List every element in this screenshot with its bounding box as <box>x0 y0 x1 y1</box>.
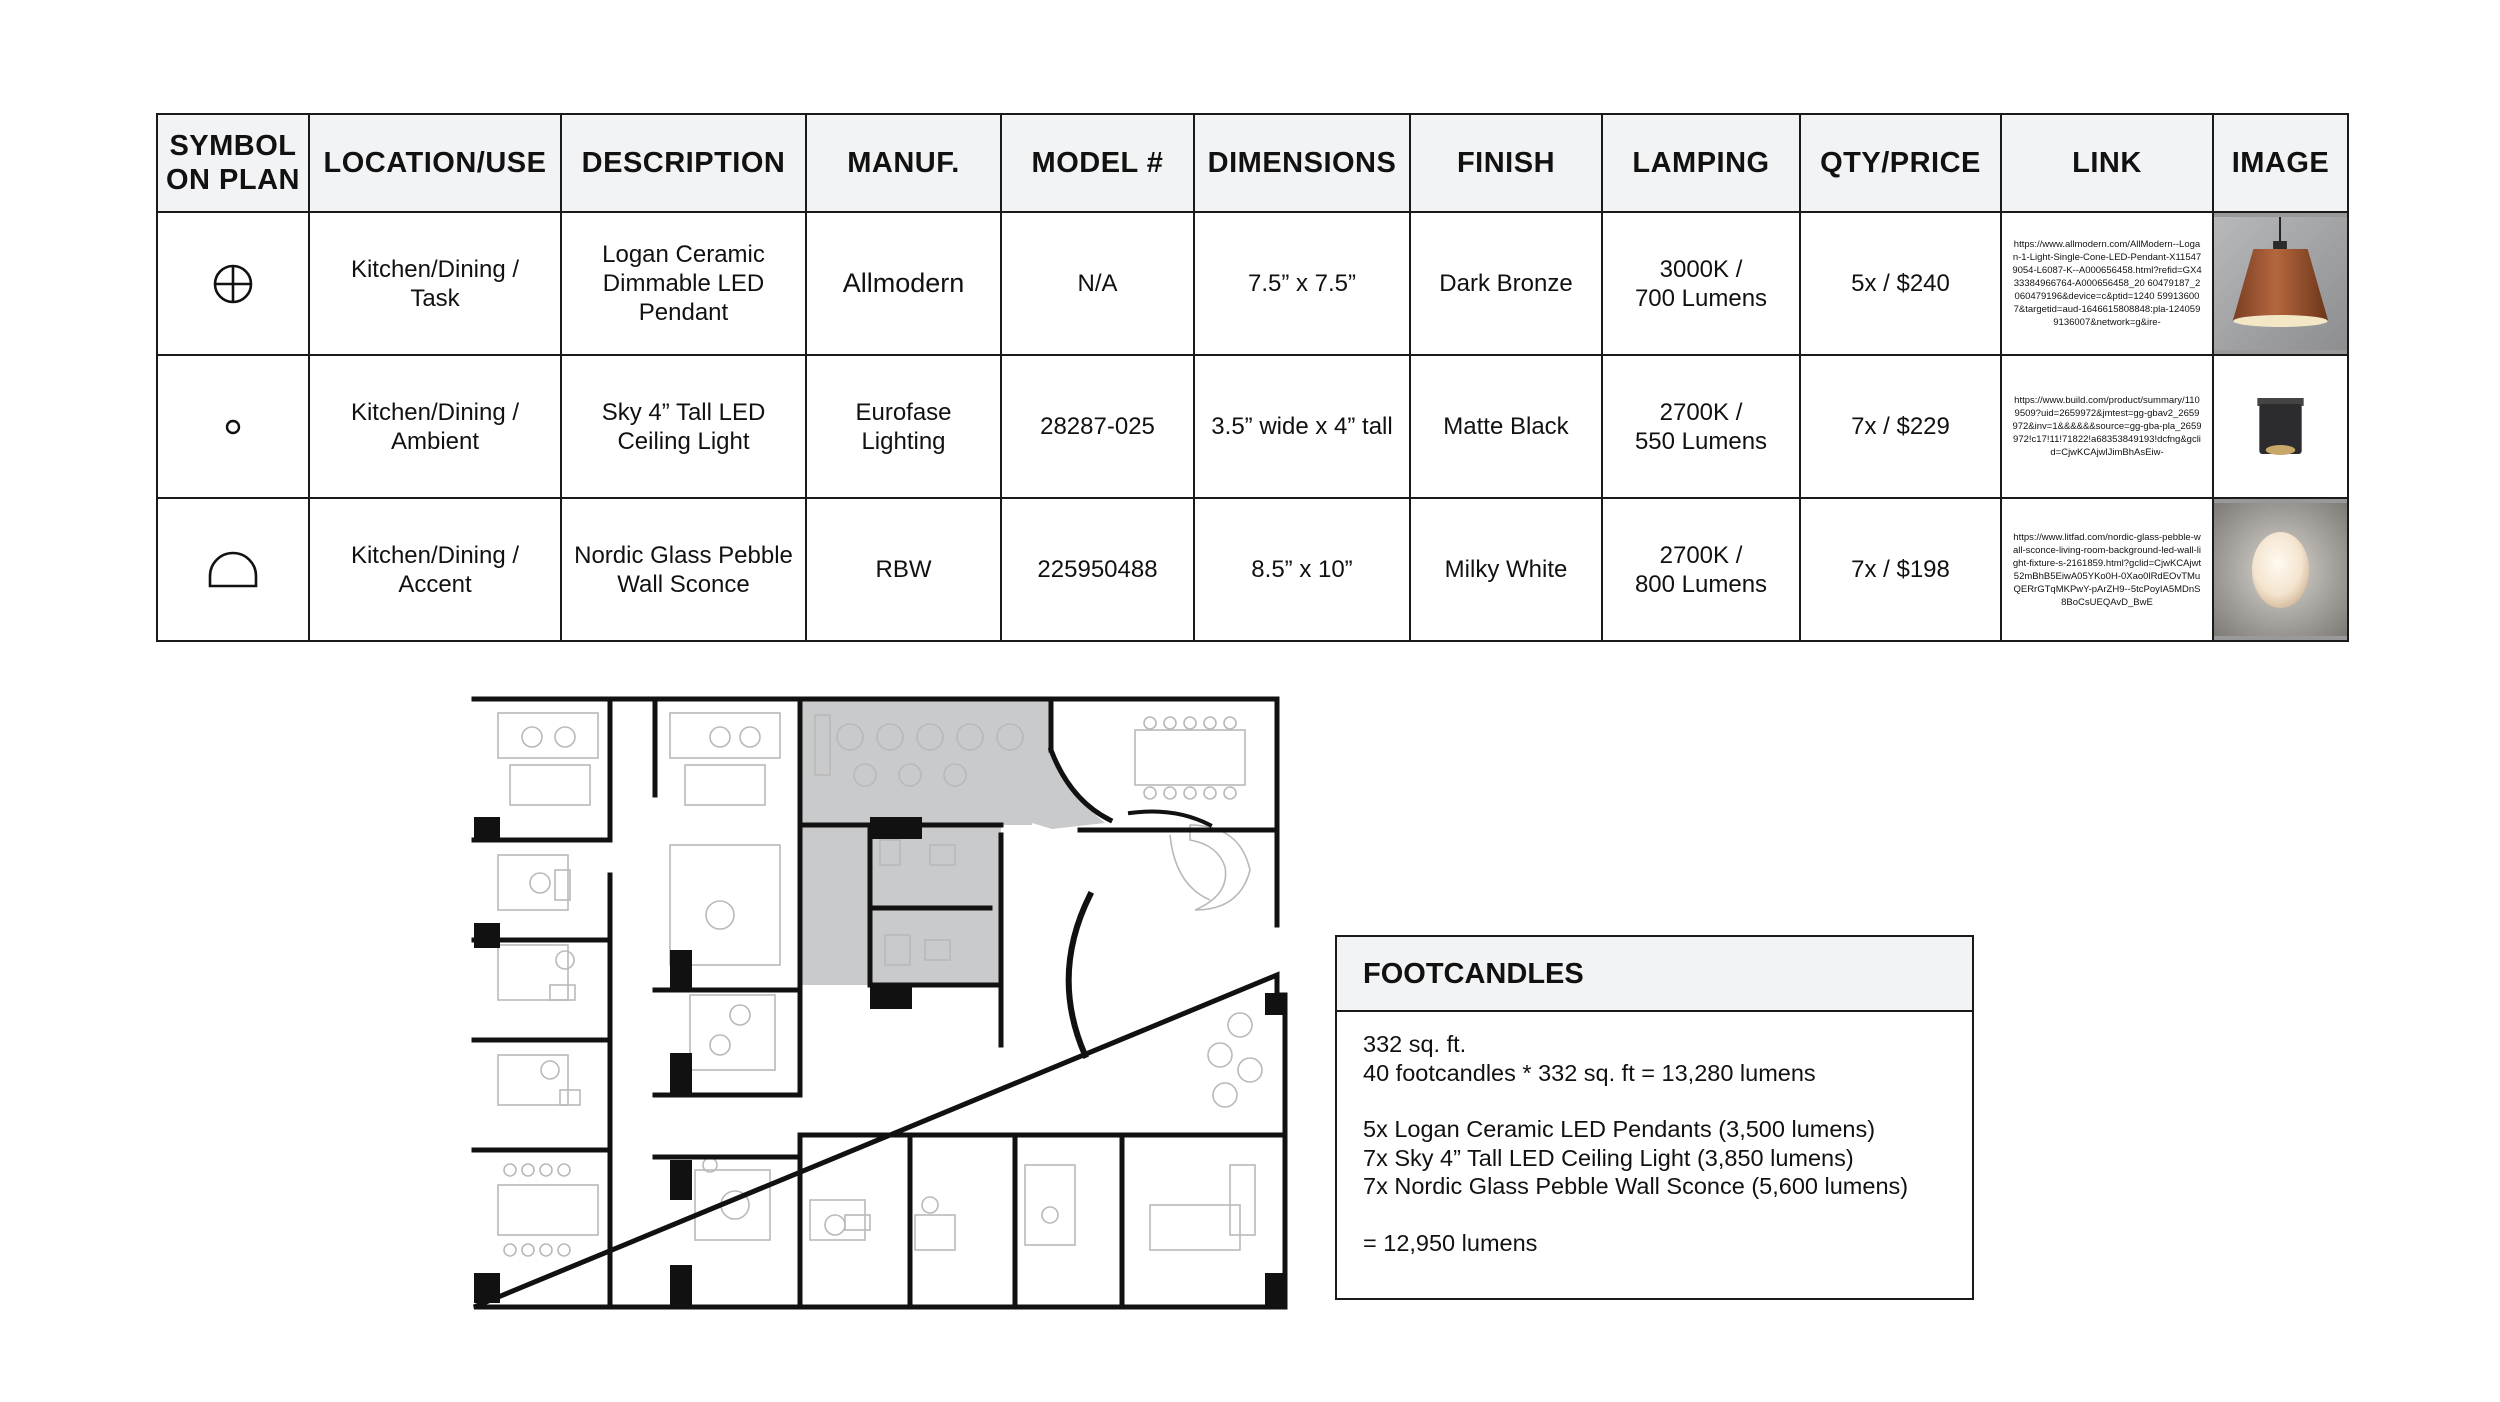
footcandles-calculation: 40 footcandles * 332 sq. ft = 13,280 lumens <box>1363 1059 1816 1086</box>
product-link[interactable]: https://www.build.com/product/summary/1109509?uid=2659972&jmtest=gg-gbav2_2659972&inv=1&&&&&&source=gg-gba-pla_2659972!c17!11!71822!a68353849193!dcfng&gclid=CjwKCAjwlJimBhAsEiw- <box>2001 355 2213 498</box>
dimensions-cell: 8.5” x 10” <box>1194 498 1410 641</box>
footcandles-item: 5x Logan Ceramic LED Pendants (3,500 lumens) <box>1363 1116 1876 1142</box>
description-cell: Nordic Glass Pebble Wall Sconce <box>561 498 806 641</box>
header-finish: FINISH <box>1410 114 1602 212</box>
table-row <box>157 212 2348 355</box>
header-manufacturer: MANUF. <box>806 114 1001 212</box>
lamping-cell: 2700K / 550 Lumens <box>1602 355 1800 498</box>
qty-price-cell: 7x / $198 <box>1800 498 2001 641</box>
footcandles-total: = 12,950 lumens <box>1363 1229 1538 1256</box>
small-circle-symbol-icon <box>157 355 309 498</box>
footcandles-body <box>1337 1012 1972 1275</box>
finish-cell: Matte Black <box>1410 355 1602 498</box>
table-header-row <box>157 114 2348 212</box>
location-cell: Kitchen/Dining / Accent <box>309 498 561 641</box>
qty-price-cell: 7x / $229 <box>1800 355 2001 498</box>
footcandles-panel <box>1335 935 1974 1300</box>
footcandles-item: 7x Nordic Glass Pebble Wall Sconce (5,600 lumens) <box>1363 1173 1909 1199</box>
lamping-cell: 3000K / 700 Lumens <box>1602 212 1800 355</box>
header-qty-price: QTY/PRICE <box>1800 114 2001 212</box>
footcandles-title: FOOTCANDLES <box>1337 937 1972 1012</box>
manufacturer-cell: Allmodern <box>806 212 1001 355</box>
location-cell: Kitchen/Dining / Ambient <box>309 355 561 498</box>
description-cell: Sky 4” Tall LED Ceiling Light <box>561 355 806 498</box>
finish-cell: Dark Bronze <box>1410 212 1602 355</box>
product-link[interactable]: https://www.allmodern.com/AllModern--Logan-1-Light-Single-Cone-LED-Pendant-X115479054-L6087-K--A000656458.html?refid=GX433384966764-A000656458_20 60479187_2060479196&device=c&ptid=1240 599136007&targetid=aud-1646615808848:pla-1240599136007&network=g&ire- <box>2001 212 2213 355</box>
qty-price-cell: 5x / $240 <box>1800 212 2001 355</box>
header-dimensions: DIMENSIONS <box>1194 114 1410 212</box>
description-cell: Logan Ceramic Dimmable LED Pendant <box>561 212 806 355</box>
footcandles-area: 332 sq. ft. <box>1363 1031 1467 1057</box>
header-location-use: LOCATION/USE <box>309 114 561 212</box>
floor-plan <box>470 695 1290 1315</box>
glass-pebble-sconce-image <box>2213 498 2348 641</box>
black-cylinder-ceiling-light-image <box>2213 355 2348 498</box>
header-symbol-on-plan: SYMBOL ON PLAN <box>157 114 309 212</box>
model-cell: 28287-025 <box>1001 355 1194 498</box>
half-dome-symbol-icon <box>157 498 309 641</box>
finish-cell: Milky White <box>1410 498 1602 641</box>
header-link: LINK <box>2001 114 2213 212</box>
lighting-schedule-table <box>156 113 2349 642</box>
model-cell: 225950488 <box>1001 498 1194 641</box>
model-cell: N/A <box>1001 212 1194 355</box>
dimensions-cell: 7.5” x 7.5” <box>1194 212 1410 355</box>
table-row <box>157 355 2348 498</box>
manufacturer-cell: RBW <box>806 498 1001 641</box>
lamping-cell: 2700K / 800 Lumens <box>1602 498 1800 641</box>
header-description: DESCRIPTION <box>561 114 806 212</box>
product-link[interactable]: https://www.litfad.com/nordic-glass-pebble-wall-sconce-living-room-background-led-wall-light-fixture-s-2161859.html?gclid=CjwKCAjwt52mBhB5EiwA05YKo0H-0Xao0lRdEOvTMuQERrGTqMKPwY-pArZH9--5tcPoyIA5MDnS8BoCsUEQAvD_BwE <box>2001 498 2213 641</box>
crosshair-circle-symbol-icon <box>157 212 309 355</box>
header-model: MODEL # <box>1001 114 1194 212</box>
terracotta-cone-pendant-image <box>2213 212 2348 355</box>
manufacturer-cell: Eurofase Lighting <box>806 355 1001 498</box>
footcandles-item: 7x Sky 4” Tall LED Ceiling Light (3,850 lumens) <box>1363 1144 1854 1171</box>
header-image: IMAGE <box>2213 114 2348 212</box>
storage-zone <box>800 825 870 985</box>
header-lamping: LAMPING <box>1602 114 1800 212</box>
dimensions-cell: 3.5” wide x 4” tall <box>1194 355 1410 498</box>
table-row <box>157 498 2348 641</box>
location-cell: Kitchen/Dining / Task <box>309 212 561 355</box>
